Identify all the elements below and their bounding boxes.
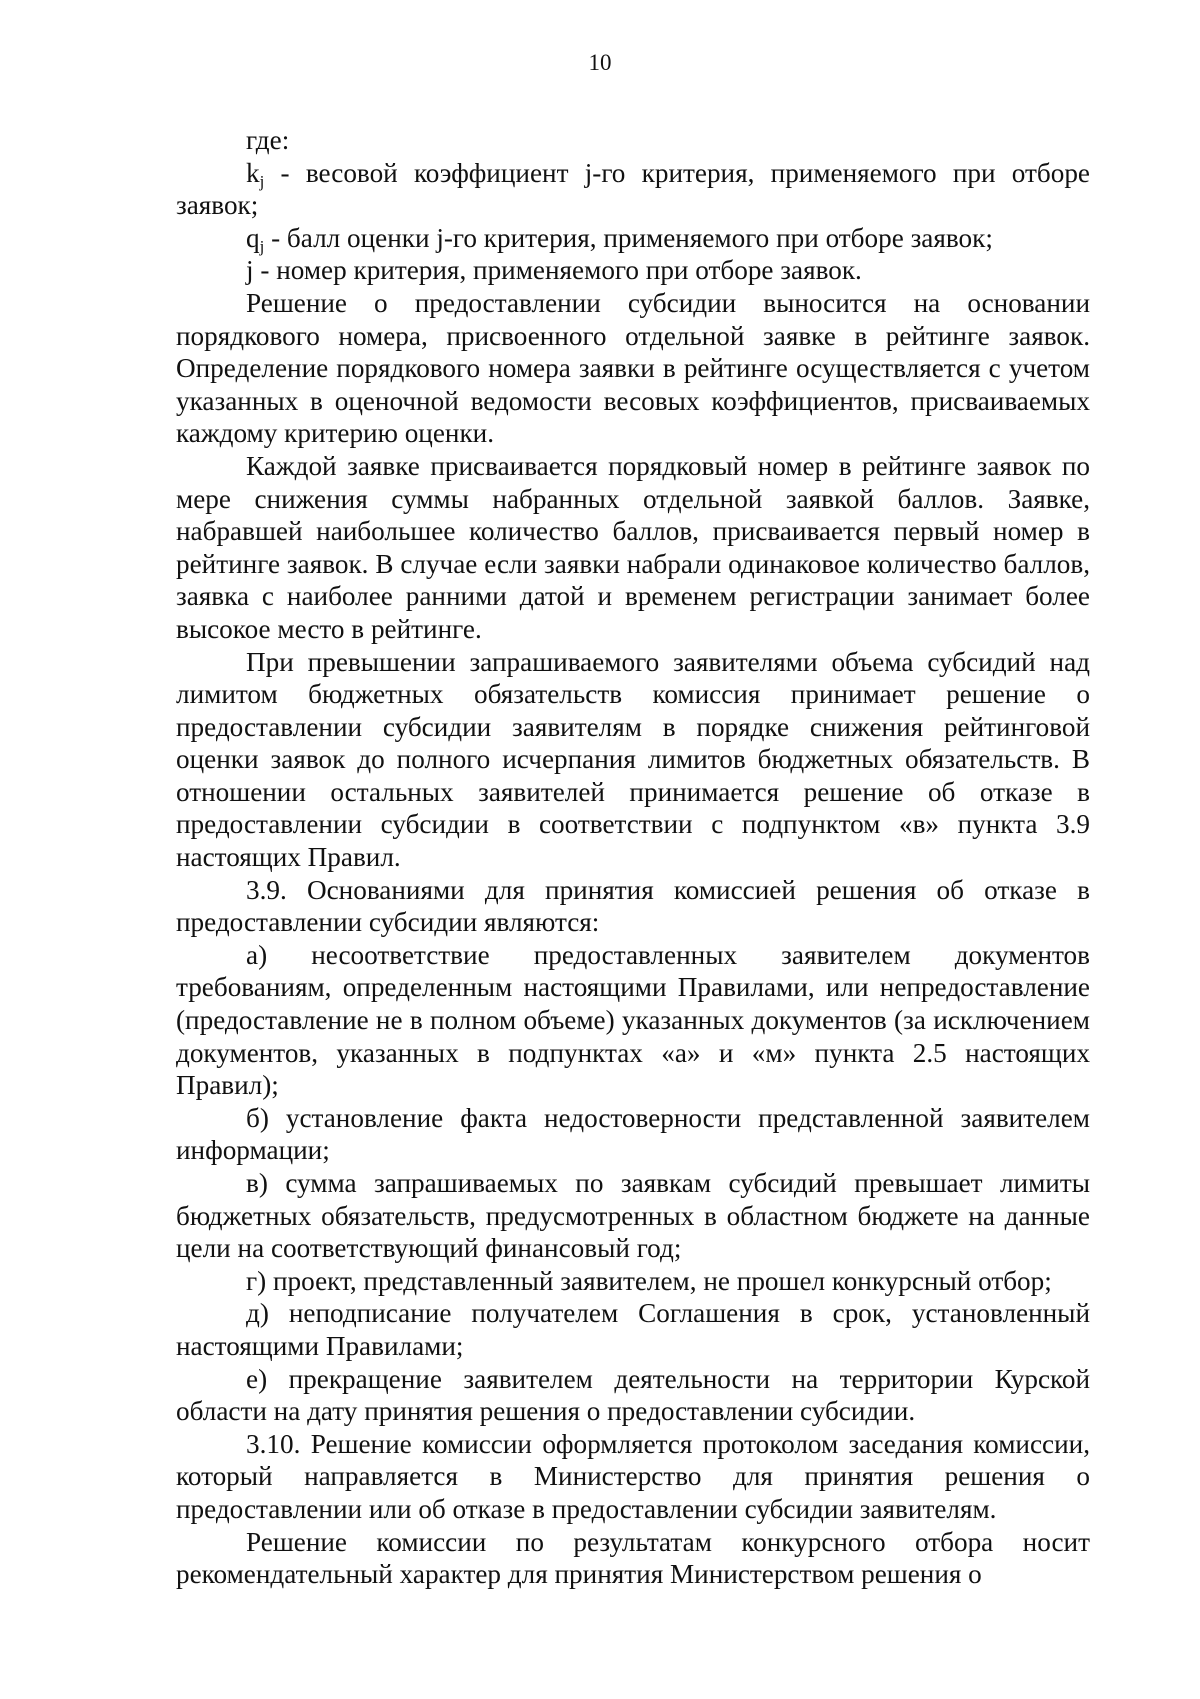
paragraph-recommendation: Решение комиссии по результатам конкурсного отбора носит рекомендательный характер для принятия Министерством решения о xyxy=(176,1526,1090,1590)
page-number: 10 xyxy=(588,50,612,75)
list-item-v: в) сумма запрашиваемых по заявкам субсидий превышает лимиты бюджетных обязательств, предусмотренных в областном бюджете на данные цели на соответствующий финансовый год; xyxy=(176,1168,1090,1264)
paragraph-decision-basis: Решение о предоставлении субсидии выносится на основании порядкового номера, присвоенного отдельной заявке в рейтинге заявок. Определение порядкового номера заявки в рейтинге осуществляется с учетом указанных в оценочной ведомости весовых коэффициентов, присваиваемых каждому критерию оценки. xyxy=(176,287,1090,449)
paragraph-rating-order: Каждой заявке присваивается порядковый номер в рейтинге заявок по мере снижения суммы набранных отдельной заявкой баллов. Заявке, набравшей наибольшее количество баллов, присваивается первый номер в рейтинге заявок. В случае если заявки набрали одинаковое количество баллов, заявка с наиболее ранними датой и временем регистрации занимает более высокое место в рейтинге. xyxy=(176,450,1090,644)
paragraph-section-3-9: 3.9. Основаниями для принятия комиссией решения об отказе в предоставлении субсидии являются: xyxy=(176,874,1090,938)
paragraph-section-3-10: 3.10. Решение комиссии оформляется протоколом заседания комиссии, который направляется в Министерство для принятия решения о предоставлении или об отказе в предоставлении субсидии заявителям. xyxy=(176,1428,1090,1524)
list-item-e: е) прекращение заявителем деятельности на территории Курской области на дату принятия решения о предоставлении субсидии. xyxy=(176,1363,1090,1427)
list-item-d: д) неподписание получателем Соглашения в срок, установленный настоящими Правилами; xyxy=(176,1298,1090,1361)
paragraph-where: где: xyxy=(246,125,290,155)
paragraph-limit-excess: При превышении запрашиваемого заявителями объема субсидий над лимитом бюджетных обязательств комиссия принимает решение о предоставлении субсидии заявителям в порядке снижения рейтинговой оценки заявок до полного исчерпания лимитов бюджетных обязательств. В отношении остальных заявителей принимается решение об отказе в предоставлении субсидии в соответствии с подпунктом «в» пункта 3.9 настоящих Правил. xyxy=(176,646,1090,873)
paragraph-kj-definition: $k_j$ - весовой коэффициент j-го критерия, применяемого при отборе заявок; xyxy=(176,157,1090,221)
paragraph-qj-definition: $q_j$ - балл оценки j-го критерия, применяемого при отборе заявок; xyxy=(246,222,993,256)
list-item-a: а) несоответствие предоставленных заявителем документов требованиям, определенным настоящими Правилами, или непредоставление (предоставление не в полном объеме) указанных документов (за исключением документов, указанных в подпунктах «а» и «м» пункта 2.5 настоящих Правил); xyxy=(176,939,1090,1101)
paragraph-j-definition: j - номер критерия, применяемого при отборе заявок. xyxy=(246,255,862,286)
list-item-b: б) установление факта недостоверности представленной заявителем информации; xyxy=(176,1102,1090,1166)
document-body xyxy=(176,124,1090,1591)
list-item-g: г) проект, представленный заявителем, не прошел конкурсный отбор; xyxy=(246,1265,1052,1296)
